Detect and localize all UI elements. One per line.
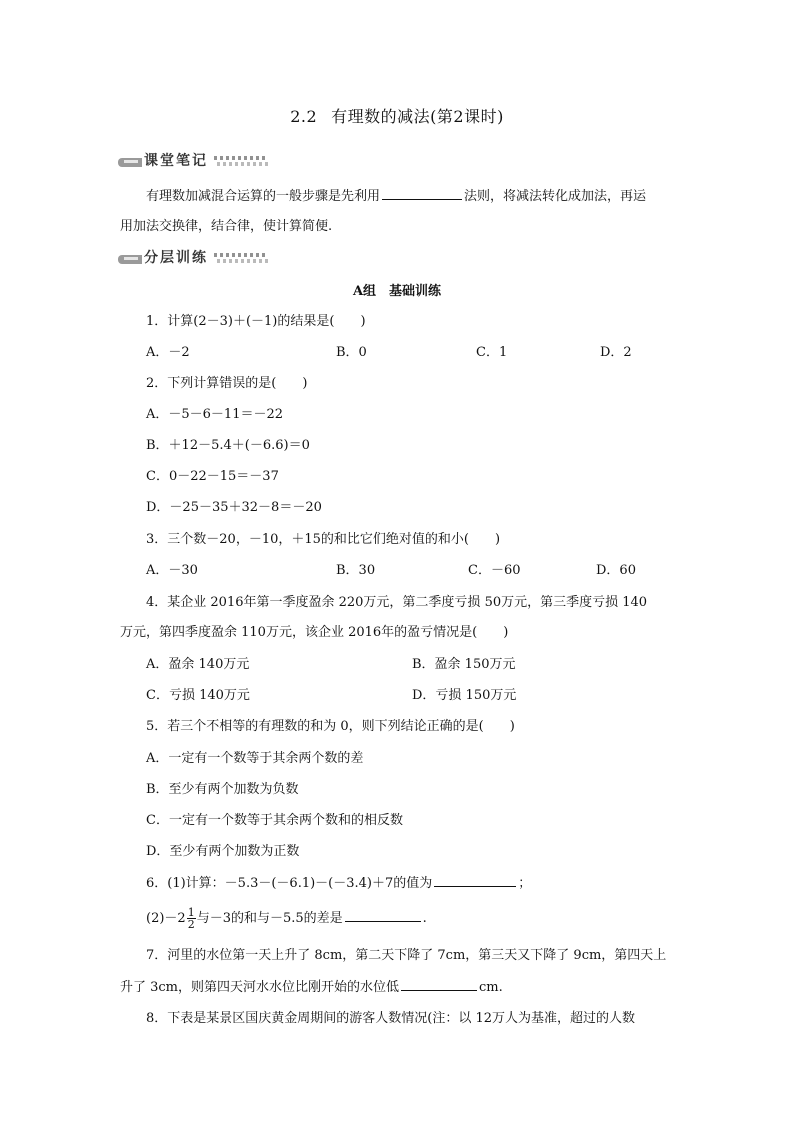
heading-bar-icon [118, 255, 142, 264]
heading-bar-icon [118, 158, 142, 167]
notes-line-2: 用加法交换律，结合律，使计算简便. [120, 219, 333, 234]
q5-option-b[interactable]: B．至少有两个加数为负数 [146, 782, 299, 797]
page-title [0, 106, 794, 128]
section-number: 2.2 [290, 107, 318, 126]
q2-stem: 2．下列计算错误的是( ) [146, 376, 308, 391]
training-heading-label: 分层训练 [144, 250, 208, 266]
q1-option-d[interactable]: D．2 [600, 345, 632, 360]
q5-option-a[interactable]: A．一定有一个数等于其余两个数的差 [146, 751, 364, 766]
group-title: A组 基础训练 [352, 284, 442, 299]
answer-blank[interactable] [401, 978, 477, 991]
q2-option-c[interactable]: C．0－22－15＝－37 [146, 469, 279, 484]
answer-blank[interactable] [345, 909, 421, 922]
q2-option-d[interactable]: D．－25－35＋32－8＝－20 [146, 500, 322, 515]
q3-stem: 3．三个数－20，－10，＋15的和比它们绝对值的和小( ) [146, 532, 501, 547]
mixed-number-fraction: $\frac{1}{2}$ [187, 906, 195, 931]
q4-option-a[interactable]: A．盈余 140万元 [146, 657, 250, 672]
training-heading [118, 248, 270, 268]
q5-stem: 5．若三个不相等的有理数的和为 0，则下列结论正确的是( ) [146, 719, 515, 734]
notes-line-1: 有理数加减混合运算的一般步骤是先利用 法则，将减法转化成加法，再运 [146, 189, 647, 204]
q4-line-2: 万元，第四季度盈余 110万元，该企业 2016年的盈亏情况是( ) [120, 625, 509, 640]
answer-blank[interactable] [434, 874, 516, 887]
q4-option-d[interactable]: D．亏损 150万元 [412, 688, 517, 703]
answer-blank[interactable] [382, 187, 462, 200]
q4-option-c[interactable]: C．亏损 140万元 [146, 688, 250, 703]
notes-heading [118, 151, 270, 171]
q3-option-b[interactable]: B．30 [336, 563, 376, 578]
q6-part-2: (2)－2 $\frac{1}{2}$ 与－3的和与－5.5的差是 . [146, 906, 427, 931]
heading-dots-decoration [214, 253, 268, 265]
q8-line-1: 8．下表是某景区国庆黄金周期间的游客人数情况(注：以 12万人为基准，超过的人数 [146, 1011, 636, 1026]
q2-option-b[interactable]: B．＋12－5.4＋(－6.6)＝0 [146, 438, 310, 453]
notes-heading-label: 课堂笔记 [144, 153, 208, 169]
q1-option-b[interactable]: B．0 [336, 345, 367, 360]
section-title: 有理数的减法(第2课时) [331, 107, 504, 126]
q3-option-d[interactable]: D．60 [596, 563, 636, 578]
q6-part-1: 6．(1)计算：－5.3－(－6.1)－(－3.4)＋7的值为 ； [146, 876, 532, 891]
q5-option-c[interactable]: C．一定有一个数等于其余两个数和的相反数 [146, 813, 403, 828]
q1-option-c[interactable]: C．1 [476, 345, 508, 360]
q2-option-a[interactable]: A．－5－6－11＝－22 [146, 407, 284, 422]
q3-option-c[interactable]: C．－60 [468, 563, 521, 578]
q1-option-a[interactable]: A．－2 [146, 345, 190, 360]
q7-line-1: 7．河里的水位第一天上升了 8cm，第二天下降了 7cm，第三天又下降了 9cm，第四天上 [146, 948, 667, 963]
q1-stem: 1．计算(2－3)＋(－1)的结果是( ) [146, 314, 366, 329]
q5-option-d[interactable]: D．至少有两个加数为正数 [146, 844, 300, 859]
q4-line-1: 4．某企业 2016年第一季度盈余 220万元，第二季度亏损 50万元，第三季度亏损 140 [146, 595, 648, 610]
q3-option-a[interactable]: A．－30 [146, 563, 198, 578]
heading-dots-decoration [214, 156, 268, 168]
q7-line-2: 升了 3cm，则第四天河水水位比刚开始的水位低 cm. [120, 980, 503, 995]
q4-option-b[interactable]: B．盈余 150万元 [412, 657, 516, 672]
